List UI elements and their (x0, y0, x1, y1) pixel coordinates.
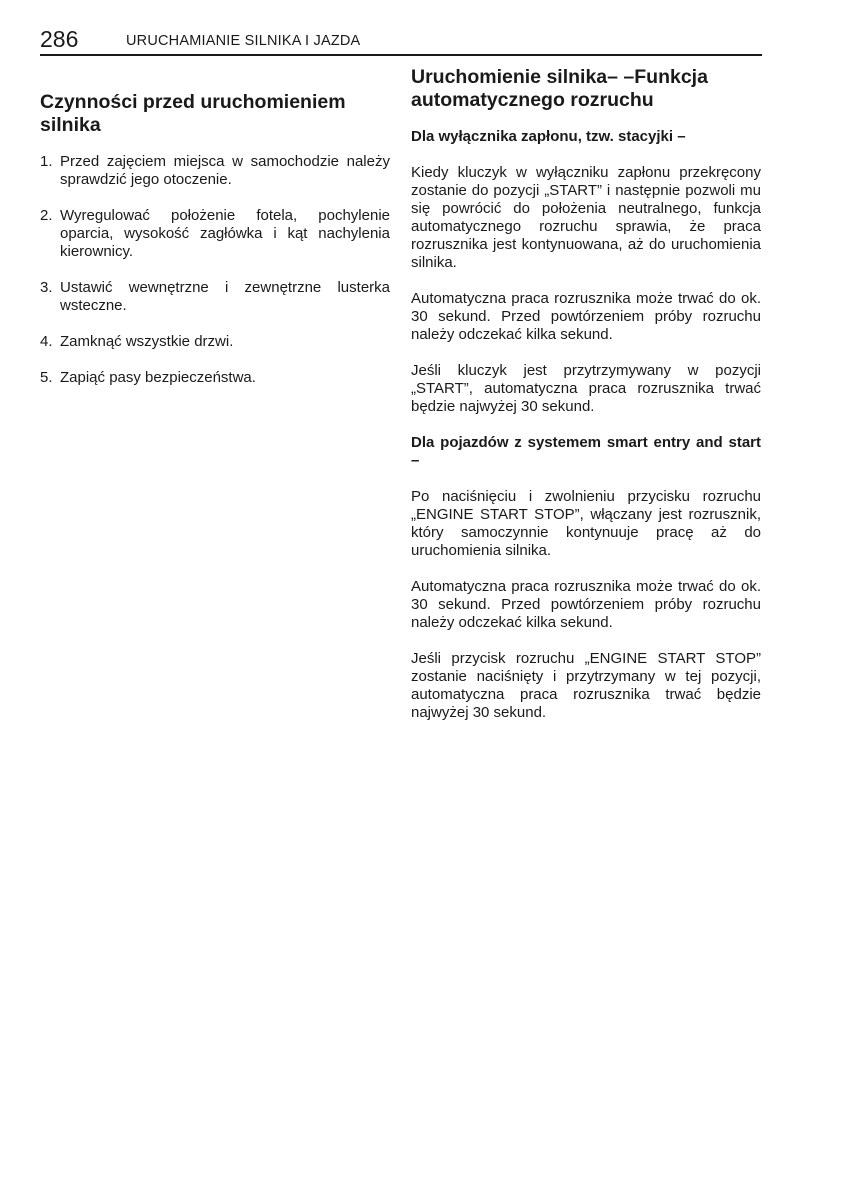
step-number: 4. (40, 333, 53, 350)
left-column (40, 66, 390, 405)
step-number: 5. (40, 369, 53, 386)
right-column (411, 66, 761, 740)
page-number: 286 (40, 26, 79, 52)
subheading-smart-entry: Dla pojazdów z systemem smart entry and start – (411, 434, 761, 469)
list-item (40, 153, 390, 189)
paragraph: Automatyczna praca rozrusznika może trwać do ok. 30 sekund. Przed powtórzeniem próby rozruchu należy odczekać kilka sekund. (411, 578, 761, 631)
steps-list (40, 153, 390, 387)
paragraph: Jeśli przycisk rozruchu „ENGINE START STOP” zostanie naciśnięty i przytrzymany w tej pozycji, automatyczna praca rozrusznika trwać będzie najwyżej 30 sekund. (411, 650, 761, 721)
step-number: 2. (40, 207, 53, 224)
step-text: Zamknąć wszystkie drzwi. (60, 333, 234, 350)
list-item (40, 279, 390, 315)
subheading-ignition-switch: Dla wyłącznika zapłonu, tzw. stacyjki – (411, 128, 686, 145)
step-number: 1. (40, 153, 53, 170)
paragraph: Po naciśnięciu i zwolnieniu przycisku rozruchu „ENGINE START STOP”, włączany jest rozrusznik, który samoczynnie kontynuuje pracę aż do uruchomienia silnika. (411, 488, 761, 559)
step-text: Zapiąć pasy bezpieczeństwa. (60, 369, 256, 386)
section-title: URUCHAMIANIE SILNIKA I JAZDA (126, 33, 361, 49)
step-text: Wyregulować położenie fotela, pochylenie oparcia, wysokość zagłówka i kąt nachylenia kierownicy. (60, 207, 390, 260)
list-item (40, 333, 390, 351)
step-number: 3. (40, 279, 53, 296)
left-heading: Czynności przed uruchomieniem silnika (40, 91, 346, 136)
right-heading: Uruchomienie silnika– –Funkcja automatycznego rozruchu (411, 66, 708, 111)
step-text: Przed zajęciem miejsca w samochodzie należy sprawdzić jego otoczenie. (60, 153, 390, 188)
list-item (40, 207, 390, 261)
list-item (40, 369, 390, 387)
paragraph: Kiedy kluczyk w wyłączniku zapłonu przekręcony zostanie do pozycji „START” i następnie pozwoli mu się powrócić do położenia neutralnego, funkcja automatycznego rozruchu sprawia, że praca rozrusznika jest kontynuowana, aż do uruchomienia silnika. (411, 164, 761, 271)
paragraph: Automatyczna praca rozrusznika może trwać do ok. 30 sekund. Przed powtórzeniem próby rozruchu należy odczekać kilka sekund. (411, 290, 761, 343)
paragraph: Jeśli kluczyk jest przytrzymywany w pozycji „START”, automatyczna praca rozrusznika trwać będzie najwyżej 30 sekund. (411, 362, 761, 415)
page-header (40, 26, 762, 56)
step-text: Ustawić wewnętrzne i zewnętrzne lusterka wsteczne. (60, 279, 390, 314)
